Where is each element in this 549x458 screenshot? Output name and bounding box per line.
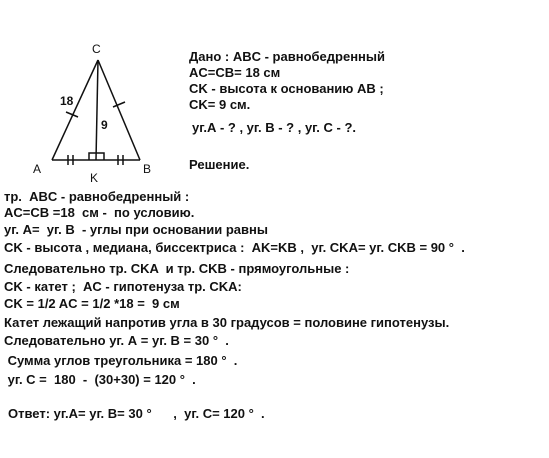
solution-line-5: Следовательно тр. CKA и тр. CKB - прямоугольные : — [4, 261, 350, 276]
vertex-b-label: B — [143, 162, 152, 176]
solution-line-8: Катет лежащий напротив угла в 30 градусов = половине гипотенузы. — [4, 315, 450, 330]
tick-cb — [113, 102, 125, 107]
solution-line-10: Сумма углов треугольника = 180 ° . — [4, 353, 238, 368]
side-ac — [52, 60, 98, 160]
solution-line-1: тр. ABC - равнобедренный : — [4, 189, 190, 204]
side-length-label: 18 — [60, 94, 74, 108]
solution-line-11: уг. С = 180 - (30+30) = 120 ° . — [4, 372, 196, 387]
given-line-5: уг.А - ? , уг. В - ? , уг. С - ?. — [192, 120, 357, 135]
given-line-1: Дано : ABC - равнобедренный — [189, 49, 385, 64]
solution-line-2: AC=CB =18 см - по условию. — [4, 205, 195, 220]
given-line-4: CK= 9 см. — [189, 97, 251, 112]
solution-line-3: уг. А= уг. В - углы при основании равны — [4, 222, 268, 237]
given-line-3: CK - высота к основанию AB ; — [189, 81, 384, 96]
height-length-label: 9 — [101, 118, 108, 132]
answer-line: Ответ: уг.А= уг. В= 30 ° , уг. С= 120 ° . — [8, 406, 265, 421]
side-cb — [98, 60, 140, 160]
given-line-2: AC=CB= 18 см — [189, 65, 281, 80]
solution-line-9: Следовательно уг. А = уг. В = 30 ° . — [4, 333, 229, 348]
vertex-a-label: A — [33, 162, 42, 176]
solution-heading: Решение. — [189, 157, 250, 172]
solution-line-4: CK - высота , медиана, биссектриса : AK=KB , уг. CKA= уг. CKB = 90 ° . — [4, 240, 465, 255]
height-ck — [96, 60, 98, 160]
solution-line-7: CK = 1/2 AC = 1/2 *18 = 9 см — [4, 296, 180, 311]
solution-line-6: CK - катет ; AC - гипотенуза тр. CKA: — [4, 279, 242, 294]
foot-k-label: K — [90, 171, 99, 185]
vertex-c-label: C — [92, 42, 101, 56]
